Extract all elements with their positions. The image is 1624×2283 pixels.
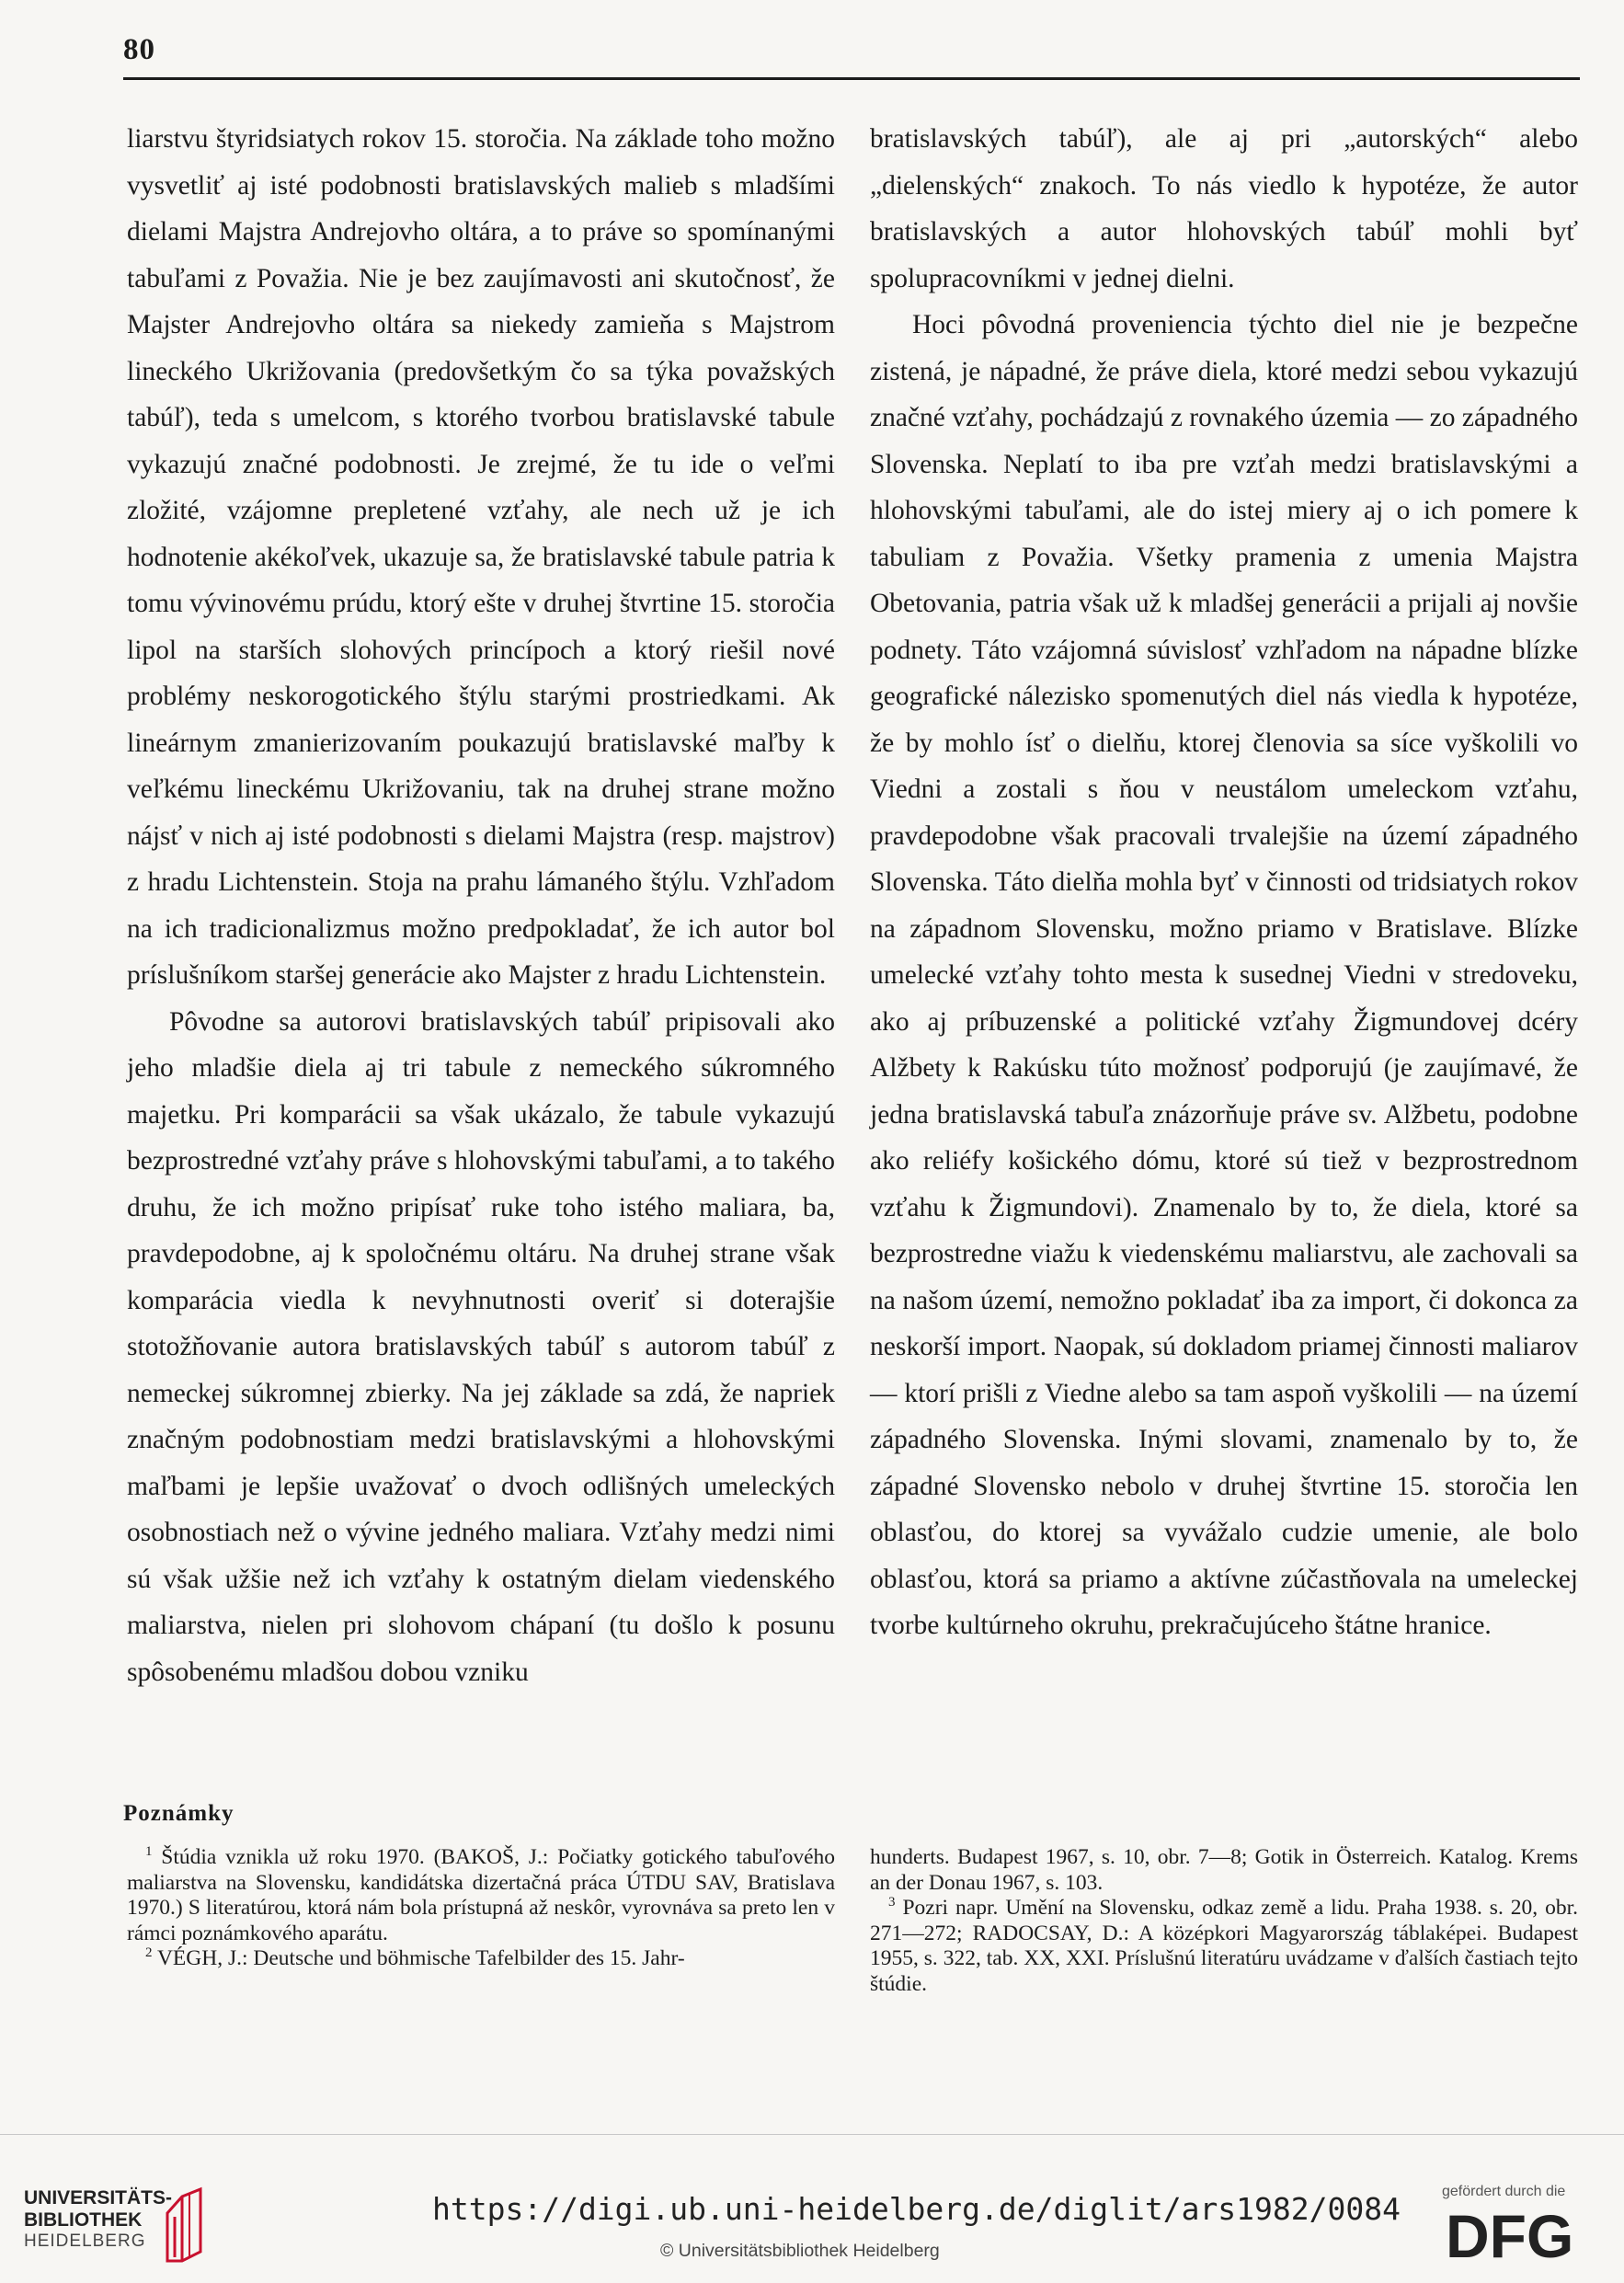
page-number: 80: [123, 33, 155, 66]
footnote: [127, 1845, 835, 1946]
notes-heading: Poznámky: [123, 1801, 234, 1826]
library-name-line: BIBLIOTHEK: [24, 2209, 143, 2231]
footnote-text: Štúdia vznikla už roku 1970. (BAKOŠ, J.: Počiatky gotického tabuľového maliarstva na Slovensku, kandidátska dizertačná práca ÚTDU SAV, Bratislava 1970.) S literatúrou, ktorá nám bola prístupná až neskôr, vyrovnáva sa preto len v rámci poznámkového aparátu.: [127, 1845, 836, 1945]
footnote-mark: 3: [888, 1895, 896, 1910]
header-rule: [123, 77, 1580, 80]
footer-divider: [0, 2134, 1624, 2135]
body-right-column: [870, 116, 1578, 1649]
footnote-text: Pozri napr. Umění na Slovensku, odkaz země a lidu. Praha 1938. s. 20, obr. 271—272; RADOCSAY, D.: A középkori Magyarország táblaképei. Budapest 1955, s. 322, tab. XX, XXI. Príslušnú literatúru uvádzame v ďalších častiach tejto štúdie.: [870, 1896, 1579, 1996]
footnote-mark: 2: [145, 1945, 153, 1961]
body-paragraph: bratislavských tabúľ), ale aj pri „autorských“ alebo „dielenských“ znakoch. To nás viedlo k hypotéze, že autor bratislavských a autor hlohovských tabúľ mohli byť spolupracovníkmi v jednej dielni.: [870, 124, 1578, 293]
library-city: HEIDELBERG: [24, 2231, 146, 2251]
library-footer: [0, 2134, 1624, 2283]
library-logo-icon: [162, 2185, 208, 2265]
funder-label: gefördert durch die: [1442, 2184, 1566, 2199]
body-left-column: [127, 116, 835, 1695]
library-name-line: UNIVERSITÄTS-: [24, 2187, 173, 2208]
notes-right-column: [870, 1845, 1578, 1997]
permalink-link[interactable]: https://digi.ub.uni-heidelberg.de/diglit/ars1982/0084: [432, 2191, 1401, 2227]
footnote-mark: 1: [145, 1844, 153, 1860]
body-paragraph: liarstvu štyridsiatych rokov 15. storočia. Na základe toho možno vysvetliť aj isté podobnosti bratislavských malieb s mladšími dielami Majstra Andrejovho oltára, a to práve so spomínanými tabuľami z Považia. Nie je bez zaujímavosti ani skutočnosť, že Majster Andrejovho oltára sa niekedy zamieňa s Majstrom lineckého Ukrižovania (predovšetkým čo sa týka považských tabúľ), teda s umelcom, s ktorého tvorbou bratislavské tabule vykazujú značné podobnosti. Je zrejmé, že tu ide o veľmi zložité, vzájomne prepletené vzťahy, ale nech už je ich hodnotenie akékoľvek, ukazuje sa, že bratislavské tabule patria k tomu vývinovému prúdu, ktorý ešte v druhej štvrtine 15. storočia lipol na starších slohových princípoch a ktorý riešil nové problémy neskorogotického štýlu starými prostriedkami. Ak lineárnym zmanierizovaním poukazujú bratislavské maľby k veľkému lineckému Ukrižovaniu, tak na druhej strane možno nájsť v nich aj isté podobnosti s dielami Majstra (resp. majstrov) z hradu Lichtenstein. Stoja na prahu lámaného štýlu. Vzhľadom na ich tradicionalizmus možno predpokladať, že ich autor bol príslušníkom staršej generácie ako Majster z hradu Lichtenstein.: [127, 124, 835, 990]
dfg-logo-text: DFG: [1446, 2206, 1574, 2265]
footnote-continuation: hunderts. Budapest 1967, s. 10, obr. 7—8; Gotik in Österreich. Katalog. Krems an der Donau 1967, s. 103.: [870, 1845, 1578, 1895]
body-paragraph: Hoci pôvodná proveniencia týchto diel nie je bezpečne zistená, je nápadné, že práve diela, ktoré medzi sebou vykazujú značné vzťahy, pochádzajú z rovnakého územia — zo západného Slovenska. Neplatí to iba pre vzťah medzi bratislavskými a hlohovskými tabuľami, ale do istej miery aj o ich pomere k tabuliam z Považia. Všetky pramenia z umenia Majstra Obetovania, patria však už k mladšej generácii a prijali aj novšie podnety. Táto vzájomná súvislosť vzhľadom na nápadne blízke geografické nálezisko spomenutých diel nás viedla k hypotéze, že by mohlo ísť o dielňu, ktorej členovia sa síce vyškolili vo Viedni a zostali s ňou v neustálom umeleckom vzťahu, pravdepodobne však pracovali trvalejšie na území západného Slovenska. Táto dielňa mohla byť v činnosti od tridsiatych rokov na západnom Slovensku, možno priamo v Bratislave. Blízke umelecké vzťahy tohto mesta k susednej Viedni v stredoveku, ako aj príbuzenské a politické vzťahy Žigmundovej dcéry Alžbety k Rakúsku túto možnosť podporujú (je zaujímavé, že jedna bratislavská tabuľa znázorňuje práve sv. Alžbetu, podobne ako reliéfy košického dómu, ktoré sú tiež v bezprostrednom vzťahu k Žigmundovi). Znamenalo by to, že diela, ktoré sa bezprostredne viažu k viedenskému maliarstvu, ale zachovali sa na našom území, nemožno pokladať iba za import, či dokonca za neskorší import. Naopak, sú dokladom priamej činnosti maliarov — ktorí prišli z Viedne alebo sa tam aspoň vyškolili — na území západného Slovenska. Inými slovami, znamenalo by to, že západné Slovensko nebolo v druhej štvrtine 15. storočia len oblasťou, do ktorej sa vyvážalo cudzie umenie, ale bolo oblasťou, ktorá sa priamo a aktívne zúčastňovala na umeleckej tvorbe kultúrneho okruhu, prekračujúceho štátne hranice.: [870, 310, 1578, 1640]
body-paragraph: Pôvodne sa autorovi bratislavských tabúľ pripisovali ako jeho mladšie diela aj tri tabule z nemeckého súkromného majetku. Pri komparácii sa však ukázalo, že tabule vykazujú bezprostredné vzťahy práve s hlohovskými tabuľami, a to takého druhu, že ich možno pripísať ruke toho istého maliara, ba, pravdepodobne, aj k spoločnému oltáru. Na druhej strane však komparácia viedla k nevyhnutnosti overiť si doterajšie stotožňovanie autora bratislavských tabúľ s autorom tabúľ z nemeckej súkromnej zbierky. Na jej základe sa zdá, že napriek značným podobnostiam medzi bratislavskými a hlohovskými maľbami je lepšie uvažovať o dvoch odlišných umeleckých osobnostiach než o vývine jedného maliara. Vzťahy medzi nimi sú však užšie než ich vzťahy k ostatným dielam viedenského maliarstva, nielen pri slohovom chápaní (tu došlo k posunu spôsobenému mladšou dobou vzniku: [127, 1006, 835, 1687]
footnote: [127, 1946, 835, 1972]
notes-left-column: [127, 1845, 835, 1972]
library-name: [24, 2187, 172, 2231]
footnote-text: VÉGH, J.: Deutsche und böhmische Tafelbilder des 15. Jahr-: [156, 1946, 685, 1970]
copyright-notice: © Universitätsbibliothek Heidelberg: [660, 2241, 940, 2261]
dfg-logo-icon: [1442, 2206, 1606, 2265]
footnote: [870, 1896, 1578, 1997]
